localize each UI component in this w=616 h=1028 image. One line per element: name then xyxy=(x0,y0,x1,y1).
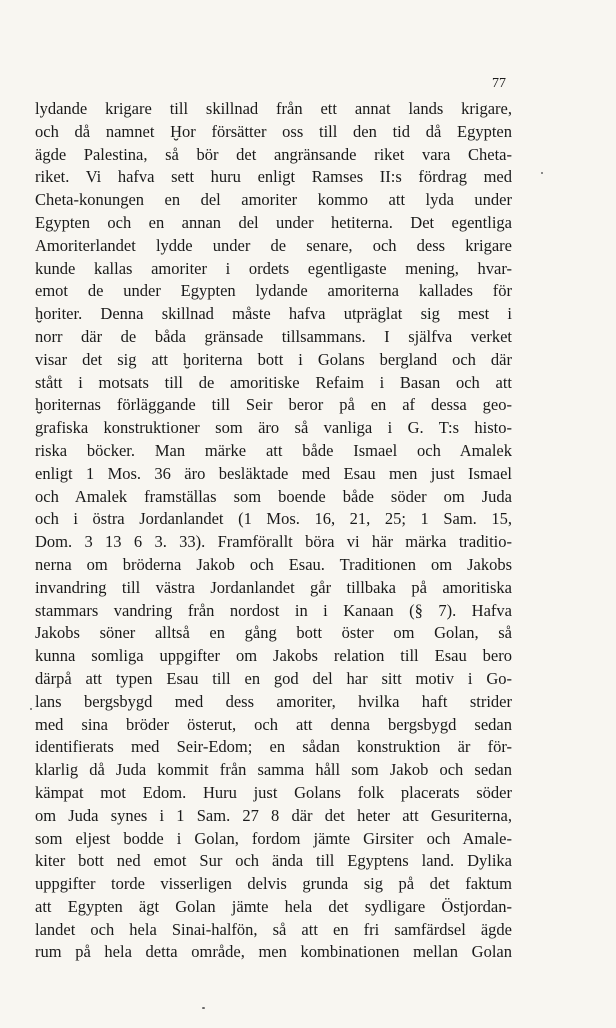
text-line: klarlig då Juda kommit från samma håll som Jakob och sedan xyxy=(35,760,512,780)
page-number: 77 xyxy=(492,76,506,91)
print-speck xyxy=(30,708,32,710)
text-line: stammars vandring från nordost in i Kanaan (§ 7). Hafva xyxy=(35,600,512,620)
text-line: Egypten och en annan del under hetiterna. Det egentliga xyxy=(35,212,512,232)
text-line: emot de under Egypten lydande amoriterna kallades för xyxy=(35,281,512,301)
text-line: Dom. 3 13 6 3. 33). Framförallt böra vi här märka traditio- xyxy=(35,532,512,552)
text-line: lans bergsbygd med dess amoriter, hvilka haft strider xyxy=(35,691,512,711)
text-line: Jakobs söner alltså en gång bott öster om Golan, så xyxy=(35,623,512,643)
text-line: ḫoriter. Denna skillnad måste hafva utpräglat sig mest i xyxy=(35,304,512,324)
text-line: ḫoriternas förläggande till Seir beror på en af dessa geo- xyxy=(35,395,512,415)
text-line: uppgifter torde visserligen delvis grunda sig på det faktum xyxy=(35,874,512,894)
text-line: visar det sig att ḫoriterna bott i Golans bergland och där xyxy=(35,349,512,369)
text-line: kunna somliga uppgifter om Jakobs relation till Esau bero xyxy=(35,646,512,666)
text-line: norr där de båda gränsade tillsammans. I själfva verket xyxy=(35,326,512,346)
text-line: och Amalek framställas som boende både söder om Juda xyxy=(35,486,512,506)
text-line: och då namnet Ḫor försätter oss till den tid då Egypten xyxy=(35,121,512,141)
text-line: landet och hela Sinai-halfön, så att en fri samfärdsel ägde xyxy=(35,919,512,939)
text-line: lydande krigare till skillnad från ett annat lands krigare, xyxy=(35,99,512,118)
text-line: Amoriterlandet lydde under de senare, och dess krigare xyxy=(35,235,512,255)
text-line: kämpat mot Edom. Huru just Golans folk placerats söder xyxy=(35,782,512,802)
text-line: stått i motsats till de amoritiske Refaim i Basan och att xyxy=(35,372,512,392)
text-line: som eljest bodde i Golan, fordom jämte Girsiter och Amale- xyxy=(35,828,512,848)
text-line: om Juda synes i 1 Sam. 27 8 där det heter att Gesuriterna, xyxy=(35,805,512,825)
text-line: rum på hela detta område, men kombinationen mellan Golan xyxy=(35,942,512,962)
text-line: grafiska konstruktioner som äro så vanliga i G. T:s histo- xyxy=(35,418,512,438)
text-line: riket. Vi hafva sett huru enligt Ramses II:s fördrag med xyxy=(35,167,512,187)
print-speck xyxy=(202,1007,205,1009)
text-line: kiter bott ned emot Sur och ända till Egyptens land. Dylika xyxy=(35,851,512,871)
text-line: nerna om bröderna Jakob och Esau. Traditionen om Jakobs xyxy=(35,554,512,574)
text-line: ägde Palestina, så bör det angränsande riket vara Cheta- xyxy=(35,144,512,164)
text-line: invandring till västra Jordanlandet går tillbaka på amoritiska xyxy=(35,577,512,597)
text-line: identifierats med Seir-Edom; en sådan konstruktion är för- xyxy=(35,737,512,757)
text-line: med sina bröder österut, och att denna bergsbygd sedan xyxy=(35,714,512,734)
body-text xyxy=(35,98,512,964)
text-line: att Egypten ägt Golan jämte hela det sydligare Östjordan- xyxy=(35,896,512,916)
text-line: riska böcker. Man märke att både Ismael och Amalek xyxy=(35,440,512,460)
text-line: därpå att typen Esau till en god del har sitt motiv i Go- xyxy=(35,668,512,688)
text-line: Cheta-konungen en del amoriter kommo att lyda under xyxy=(35,190,512,210)
print-speck xyxy=(541,172,543,174)
text-line: och i östra Jordanlandet (1 Mos. 16, 21, 25; 1 Sam. 15, xyxy=(35,509,512,529)
text-line: kunde kallas amoriter i ordets egentligaste mening, hvar- xyxy=(35,258,512,278)
text-line: enligt 1 Mos. 36 äro besläktade med Esau men just Ismael xyxy=(35,463,512,483)
